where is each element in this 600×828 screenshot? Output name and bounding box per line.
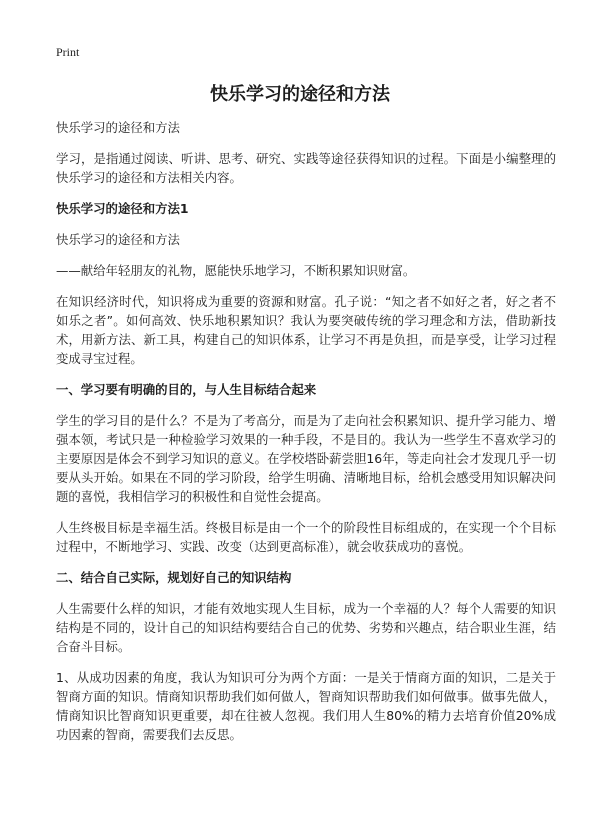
dedication-line: ——献给年轻朋友的礼物，愿能快乐地学习，不断积累知识财富。: [56, 263, 416, 278]
method-1-subtitle: 快乐学习的途径和方法: [56, 232, 180, 247]
section-heading-goal: 一、学习要有明确的目的，与人生目标结合起来: [56, 382, 317, 397]
intro-subtitle: 快乐学习的途径和方法: [56, 120, 180, 135]
ultimate-goal-paragraph: 人生终极目标是幸福生活。终极目标是由一个一个的阶段性目标组成的，在实现一个个目标过程中，不断地学习、实践、改变（达到更高标准），就会收获成功的喜悦。: [56, 520, 556, 554]
section-heading-structure: 二、结合自己实际，规划好自己的知识结构: [56, 570, 292, 585]
intro-paragraph: 学习，是指通过阅读、听讲、思考、研究、实践等途径获得知识的过程。下面是小编整理的快乐学习的途径和方法相关内容。: [56, 151, 556, 185]
learning-purpose-paragraph: 学生的学习目的是什么？不是为了考高分，而是为了走向社会积累知识、提升学习能力、增强本领，考试只是一种检验学习效果的一种手段，不是目的。我认为一些学生不喜欢学习的主要原因是体会不到学习知识的意义。在学校塔卧薪尝胆16年，等走向社会才发现几乎一切要从头开始。如果在不同的学习阶段，给学生明确、清晰地目标，给机会感受用知识解决问题的喜悦，我相信学习的积极性和自觉性会提高。: [56, 413, 556, 504]
section-heading-method-1: 快乐学习的途径和方法1: [56, 201, 189, 216]
document-body: [56, 118, 556, 756]
success-factors-paragraph: 1、从成功因素的角度，我认为知识可分为两个方面：一是关于情商方面的知识，二是关于智商方面的知识。情商知识帮助我们如何做人，智商知识帮助我们如何做事。做事先做人，情商知识比智商知识更重要，却在往被人忽视。我们用人生80%的精力去培育价值20%成功因素的智商，需要我们去反思。: [56, 670, 556, 742]
print-link[interactable]: Print: [56, 45, 80, 59]
document-title: 快乐学习的途径和方法: [210, 84, 390, 105]
knowledge-economy-paragraph: 在知识经济时代，知识将成为重要的资源和财富。孔子说：“知之者不如好之者，好之者不如乐之者”。如何高效、快乐地积累知识？我认为要突破传统的学习理念和方法，借助新技术，用新方法、新工具，构建自己的知识体系，让学习不再是负担，而是享受，让学习过程变成寻宝过程。: [56, 294, 556, 366]
knowledge-needs-paragraph: 人生需要什么样的知识，才能有效地实现人生目标，成为一个幸福的人？每个人需要的知识结构是不同的，设计自己的知识结构要结合自己的优势、劣势和兴趣点，结合职业生涯，结合奋斗目标。: [56, 601, 556, 654]
